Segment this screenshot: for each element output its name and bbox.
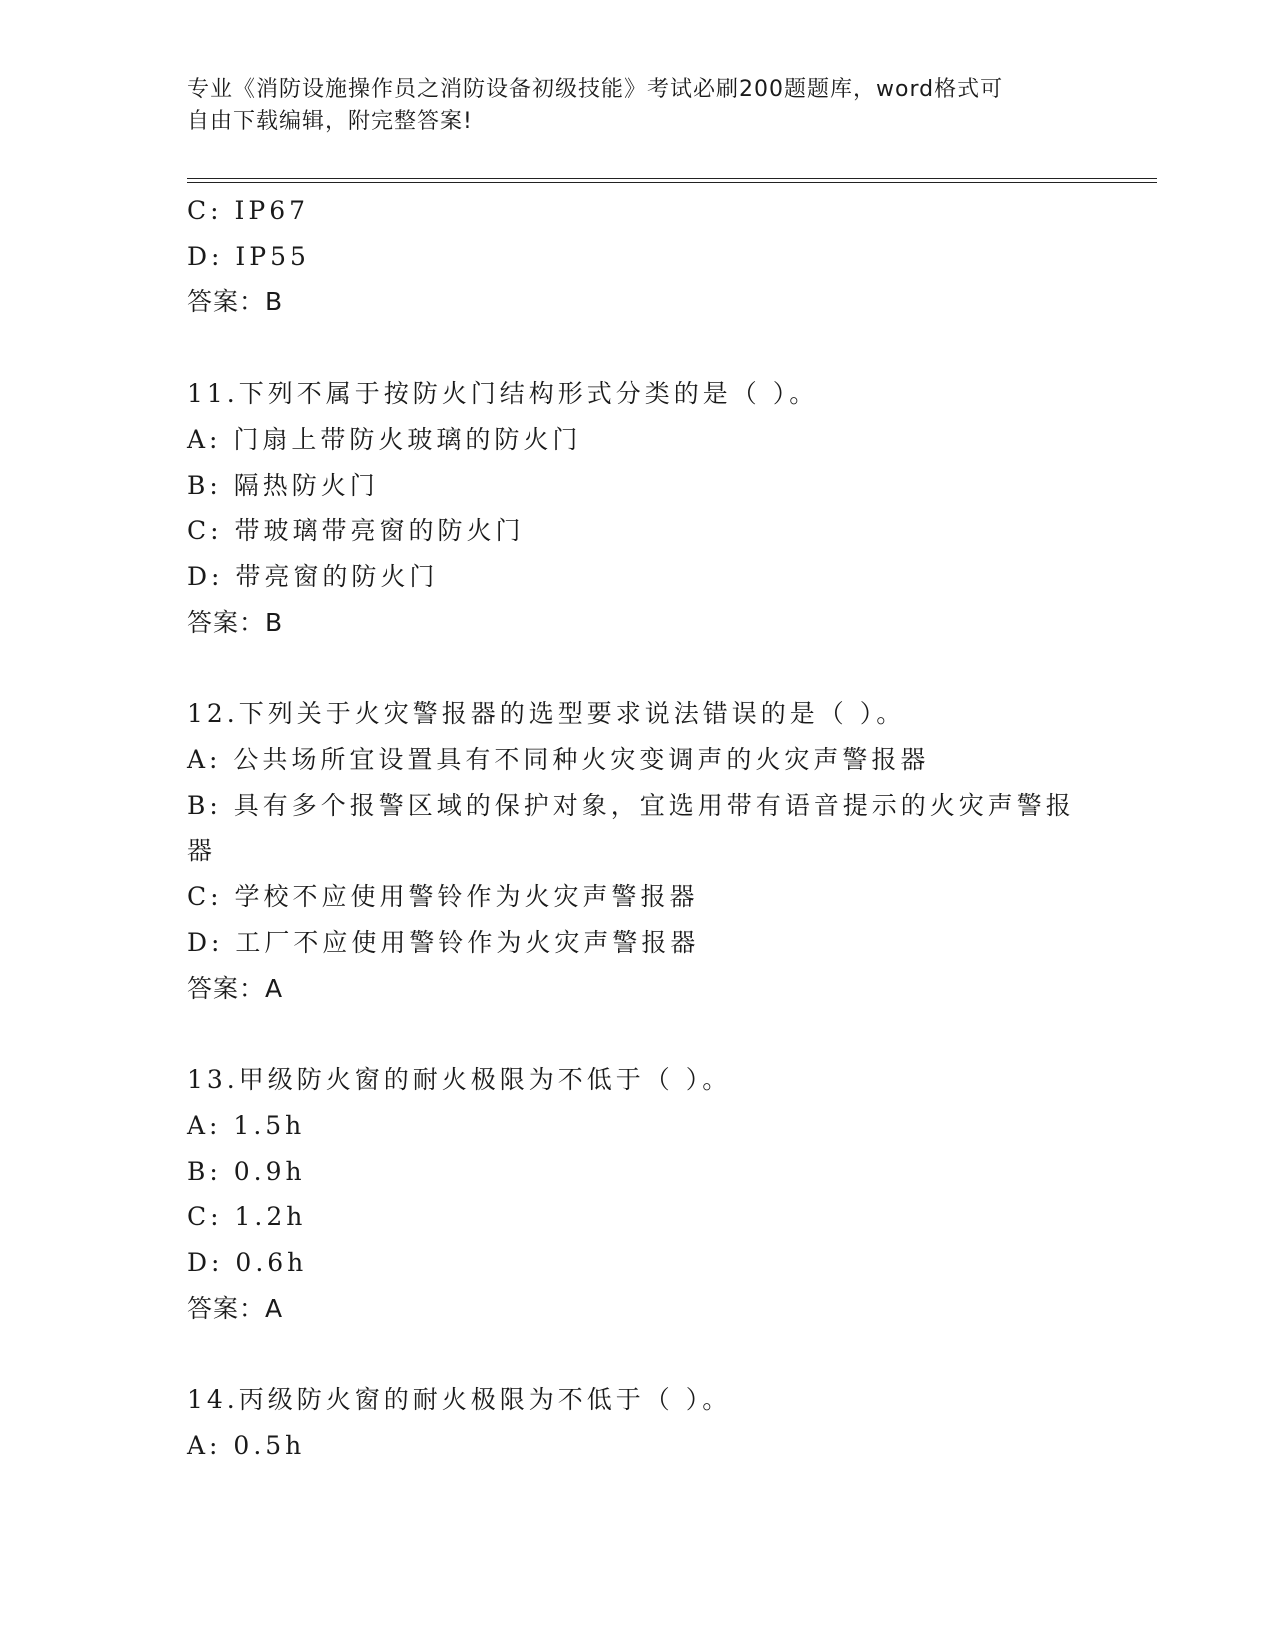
option-c: C: 带玻璃带亮窗的防火门	[187, 516, 525, 546]
option-c: C: 学校不应使用警铃作为火灾声警报器	[187, 882, 699, 912]
spacer	[187, 1331, 1157, 1377]
header-divider	[187, 178, 1157, 183]
header-line-2: 自由下载编辑，附完整答案!	[187, 109, 473, 134]
document-header	[187, 74, 1087, 138]
option-b: B: 0.9h	[187, 1156, 306, 1186]
header-line-1: 专业《消防设施操作员之消防设备初级技能》考试必刷200题题库，word格式可	[187, 77, 1004, 102]
option-d: D: 工厂不应使用警铃作为火灾声警报器	[187, 927, 700, 957]
option-a: A: 1.5h	[187, 1110, 306, 1140]
question-title: 14.丙级防火窗的耐火极限为不低于（ ）。	[187, 1385, 732, 1415]
answer-line: 答案：A	[187, 973, 284, 1003]
question-title: 12.下列关于火灾警报器的选型要求说法错误的是（ ）。	[187, 699, 906, 729]
option-a: A: 门扇上带防火玻璃的防火门	[187, 424, 582, 454]
spacer	[187, 645, 1157, 691]
question-title: 13.甲级防火窗的耐火极限为不低于（ ）。	[187, 1065, 732, 1095]
option-b: B: 具有多个报警区域的保护对象，宜选用带有语音提示的火灾声警报器	[187, 790, 1075, 866]
option-d: D: IP55	[187, 241, 310, 271]
option-a: A: 0.5h	[187, 1431, 306, 1461]
option-c: C: IP67	[187, 196, 310, 225]
answer-line: 答案：A	[187, 1293, 284, 1323]
option-b: B: 隔热防火门	[187, 470, 379, 500]
answer-line: 答案：B	[187, 287, 284, 317]
question-13	[187, 1057, 1157, 1331]
option-d: D: 带亮窗的防火门	[187, 561, 439, 591]
option-d: D: 0.6h	[187, 1248, 308, 1278]
question-title: 11.下列不属于按防火门结构形式分类的是（ ）。	[187, 379, 819, 409]
question-14	[187, 1377, 1157, 1468]
question-11	[187, 371, 1157, 645]
carryover-block	[187, 188, 1157, 325]
question-content	[187, 188, 1157, 1469]
answer-line: 答案：B	[187, 607, 284, 637]
spacer	[187, 325, 1157, 371]
question-12	[187, 691, 1157, 1011]
spacer	[187, 1011, 1157, 1057]
option-a: A: 公共场所宜设置具有不同种火灾变调声的火灾声警报器	[187, 745, 930, 775]
option-c: C: 1.2h	[187, 1202, 307, 1232]
